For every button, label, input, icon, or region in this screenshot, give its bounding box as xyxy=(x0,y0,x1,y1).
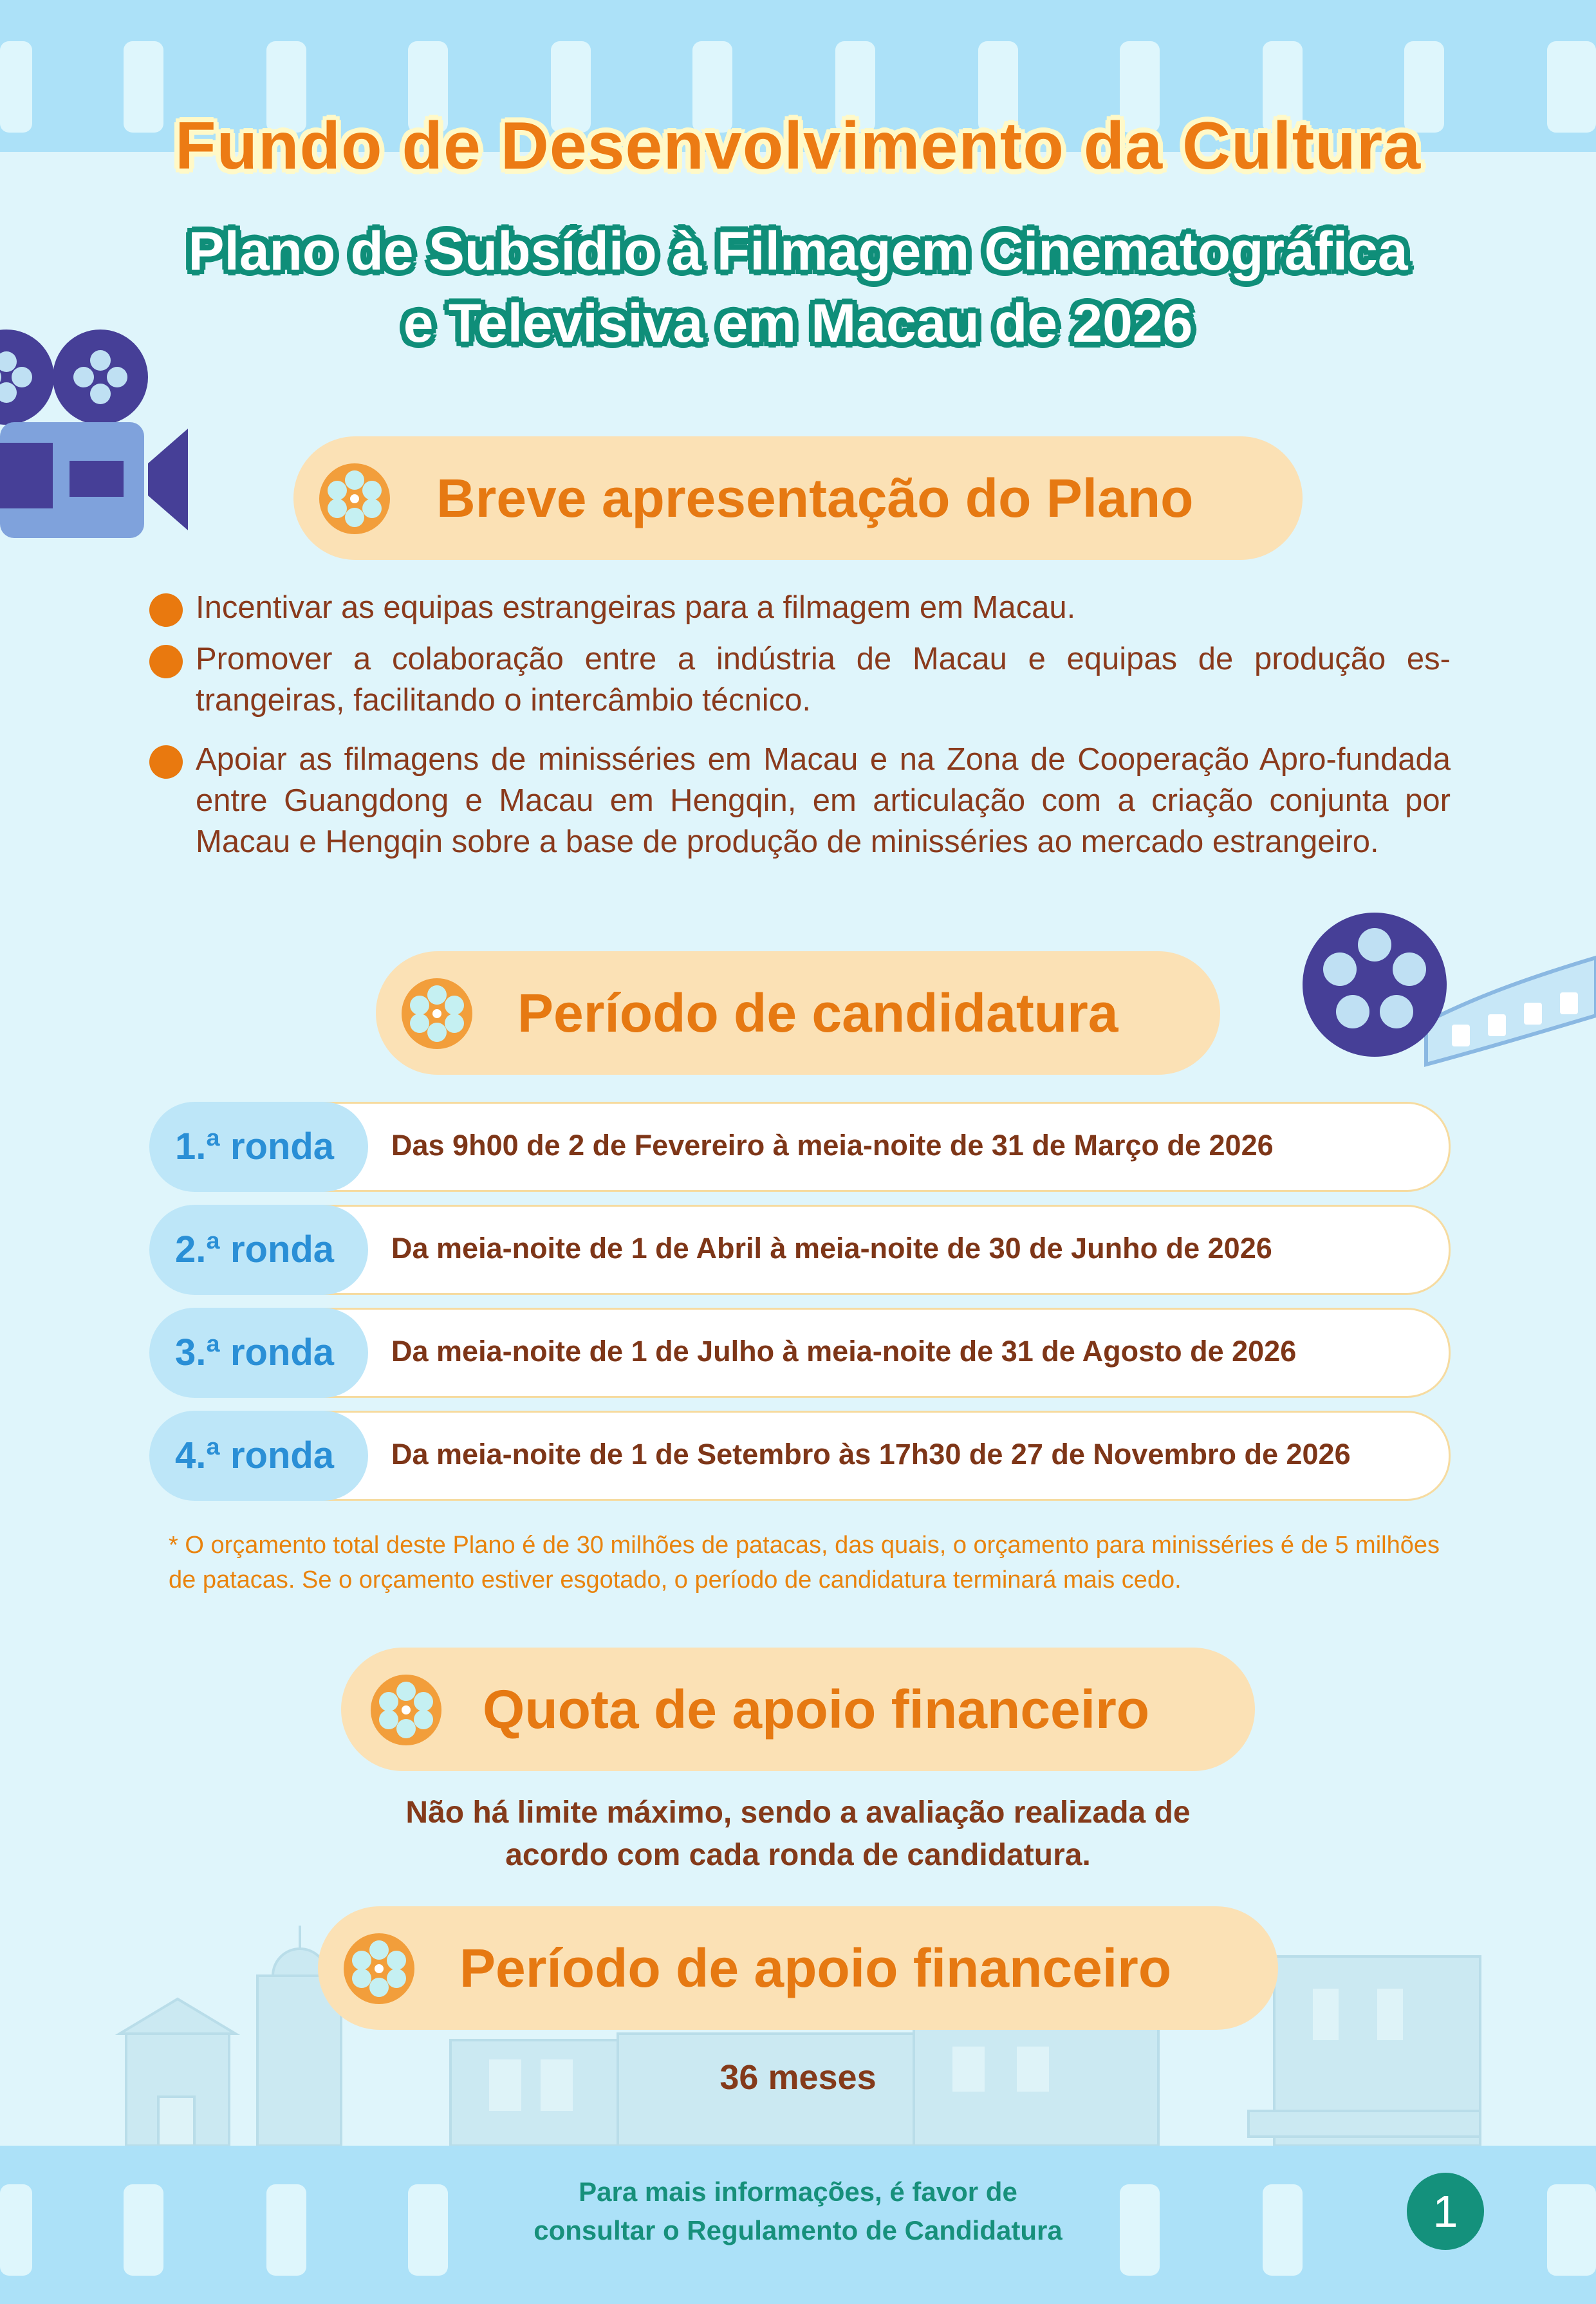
section-title: Período de apoio financeiro xyxy=(459,1938,1172,1998)
section-title: Período de candidatura xyxy=(517,983,1118,1043)
film-reel-icon xyxy=(344,1933,414,2004)
section-heading-period xyxy=(376,951,1220,1075)
section-heading-support-period xyxy=(318,1906,1278,2030)
round-row xyxy=(149,1411,1449,1498)
bullet-icon xyxy=(149,645,183,678)
quota-text-line-2: acordo com cada ronda de candidatura. xyxy=(505,1838,1091,1872)
round-row xyxy=(149,1102,1449,1189)
section-heading-intro xyxy=(293,436,1303,560)
quota-text-line-1: Não há limite máximo, sendo a avaliação realizada de xyxy=(405,1796,1191,1830)
round-label: 2.ª ronda xyxy=(175,1229,335,1270)
subtitle-line-2: e Televisiva em Macau de 2026 xyxy=(403,293,1193,353)
round-label: 4.ª ronda xyxy=(175,1435,335,1476)
film-reel-icon xyxy=(402,978,472,1049)
film-hole xyxy=(0,2184,32,2276)
round-label: 1.ª ronda xyxy=(175,1126,335,1167)
subtitle-line-1: Plano de Subsídio à Filmagem Cinematográfica xyxy=(188,221,1408,281)
film-reel-strip-icon xyxy=(1297,906,1596,1071)
film-camera-icon xyxy=(0,315,193,541)
section-heading-quota xyxy=(341,1648,1255,1771)
film-hole xyxy=(124,2184,163,2276)
film-hole xyxy=(1547,2184,1596,2276)
round-dates: Das 9h00 de 2 de Fevereiro à meia-noite de 31 de Março de 2026 xyxy=(391,1129,1274,1162)
round-dates: Da meia-noite de 1 de Setembro às 17h30 de 27 de Novembro de 2026 xyxy=(391,1438,1351,1471)
round-dates: Da meia-noite de 1 de Abril à meia-noite de 30 de Junho de 2026 xyxy=(391,1232,1272,1265)
bullet-icon xyxy=(149,745,183,779)
bullet-icon xyxy=(149,593,183,627)
film-hole xyxy=(1263,2184,1303,2276)
page-title: Fundo de Desenvolvimento da Cultura xyxy=(174,109,1422,183)
support-period-value: 36 meses xyxy=(719,2058,877,2097)
round-label: 3.ª ronda xyxy=(175,1332,335,1373)
round-row xyxy=(149,1308,1449,1395)
film-reel-icon xyxy=(371,1675,441,1745)
section-title: Quota de apoio financeiro xyxy=(483,1679,1150,1740)
film-reel-icon xyxy=(319,463,390,534)
round-row xyxy=(149,1205,1449,1292)
round-dates: Da meia-noite de 1 de Julho à meia-noite de 31 de Agosto de 2026 xyxy=(391,1335,1297,1368)
budget-note: * O orçamento total deste Plano é de 30 milhões de patacas, das quais, o orçamento para minisséries é de 5 milhões de patacas. Se o orçamento estiver esgotado, o período de candidatura terminará mais cedo. xyxy=(169,1532,1440,1593)
section-title: Breve apresentação do Plano xyxy=(436,468,1194,528)
film-hole xyxy=(266,2184,306,2276)
footer-info: Para mais informações, é favor de consultar o Regulamento de Candidatura xyxy=(534,2177,1062,2245)
page-number: 1 xyxy=(1407,2173,1484,2250)
